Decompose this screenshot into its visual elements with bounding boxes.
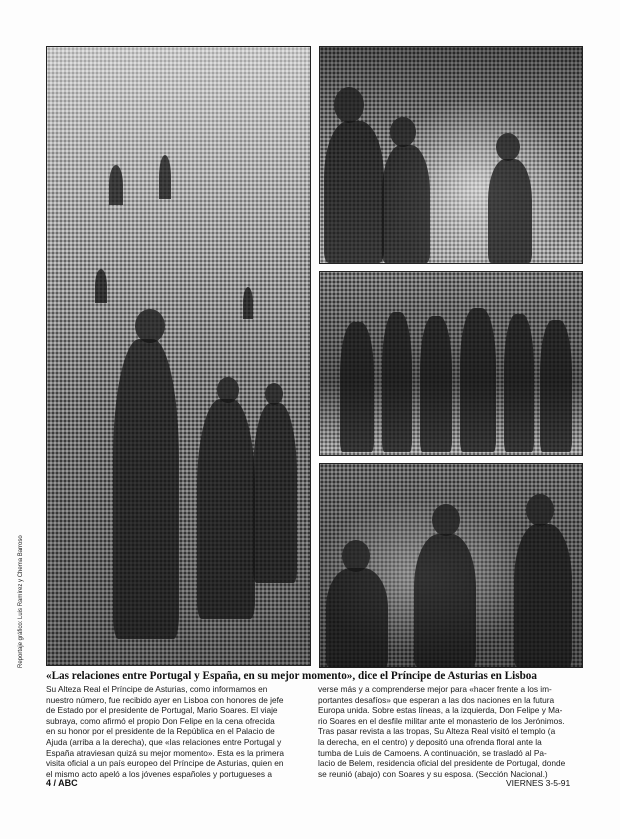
- article-column-right: [318, 684, 583, 779]
- figure-group: [340, 322, 374, 452]
- figure-group: [460, 308, 496, 452]
- figure-head: [135, 309, 165, 343]
- figure-guest: [324, 121, 384, 263]
- article-line: Su Alteza Real el Príncipe de Asturias, como informamos en: [46, 684, 268, 694]
- photo-credit: Reportaje gráfico: Luis Ramírez y Chema Barroso: [18, 535, 24, 668]
- article-line: Ajuda (arriba a la derecha), que «las relaciones entre Portugal y: [46, 736, 282, 747]
- article-line: Europa unida. Sobre estas líneas, a la izquierda, Don Felipe y Ma-: [318, 705, 563, 716]
- article-line: portantes desafíos» que esperan a las dos naciones en la futura: [318, 694, 555, 705]
- tower-window: [243, 287, 253, 319]
- figure-group: [382, 312, 412, 452]
- figure-group: [540, 320, 572, 452]
- photo-main-parade: [46, 46, 311, 666]
- article-line: subraya, como afirmó el propio Don Felipe en la cena ofrecida: [46, 715, 275, 726]
- article-line: Tras pasar revista a las tropas, Su Alteza Real visitó el templo (a: [318, 726, 556, 737]
- tower-window: [95, 269, 107, 303]
- article-line: verse más y a comprenderse mejor para «hacer frente a los im-: [318, 684, 552, 694]
- figure-guest: [382, 145, 430, 263]
- article-line: rio Soares en el desfile militar ante el monasterio de los Jerónimos.: [318, 715, 565, 726]
- article-line: tumba de Luis de Camoens. A continuación, se trasladó al Pa-: [318, 747, 547, 758]
- tower-window: [109, 165, 123, 205]
- article-line: la derecha, en el centro) y depositó una ofrenda floral ante la: [318, 736, 542, 747]
- headline: «Las relaciones entre Portugal y España, en su mejor momento», dice el Príncipe de Asturias en Lisboa: [46, 670, 537, 682]
- article-line: España atraviesan quizá su mejor momento». Esta es la primera: [46, 747, 284, 758]
- article-line: visita oficial a un país europeo del Príncipe de Asturias, quien en: [46, 758, 284, 769]
- tower-window: [159, 155, 171, 199]
- figure-person: [514, 524, 572, 668]
- figure-person: [414, 534, 476, 668]
- article-line: el mismo acto apeló a los jóvenes españoles y portugueses a: [46, 768, 272, 779]
- article-line: lacio de Belem, residencia oficial del presidente de Portugal, donde: [318, 758, 566, 769]
- page-number-label: 4 / ABC: [46, 778, 78, 788]
- issue-date: VIERNES 3-5-91: [506, 778, 571, 788]
- article-column-left: [46, 684, 311, 779]
- figure-head: [390, 117, 416, 147]
- article-line: nuestro número, fue recibido ayer en Lisboa con honores de jefe: [46, 694, 284, 705]
- figure-head: [334, 87, 364, 123]
- figure-head: [265, 383, 283, 405]
- article-line: en su honor por el presidente de la República en el Palacio de: [46, 726, 275, 737]
- figure-group: [504, 314, 534, 452]
- figure-guest: [488, 159, 532, 263]
- figure-head: [496, 133, 520, 161]
- figure-soares: [197, 399, 255, 619]
- figure-head: [432, 504, 460, 536]
- figure-officer: [253, 403, 297, 583]
- photo-belem-meeting: [319, 463, 583, 668]
- photo-dinner-toast: [319, 46, 583, 264]
- article-line: de Estado por el presidente de Portugal, Mario Soares. El viaje: [46, 705, 278, 716]
- figure-group: [420, 316, 452, 452]
- figure-prince: [113, 339, 179, 639]
- article-line: se reunió (abajo) con Soares y su esposa. (Sección Nacional.): [318, 768, 548, 779]
- photo-monastery-visit: [319, 271, 583, 456]
- figure-head: [526, 494, 554, 526]
- figure-person: [326, 568, 388, 668]
